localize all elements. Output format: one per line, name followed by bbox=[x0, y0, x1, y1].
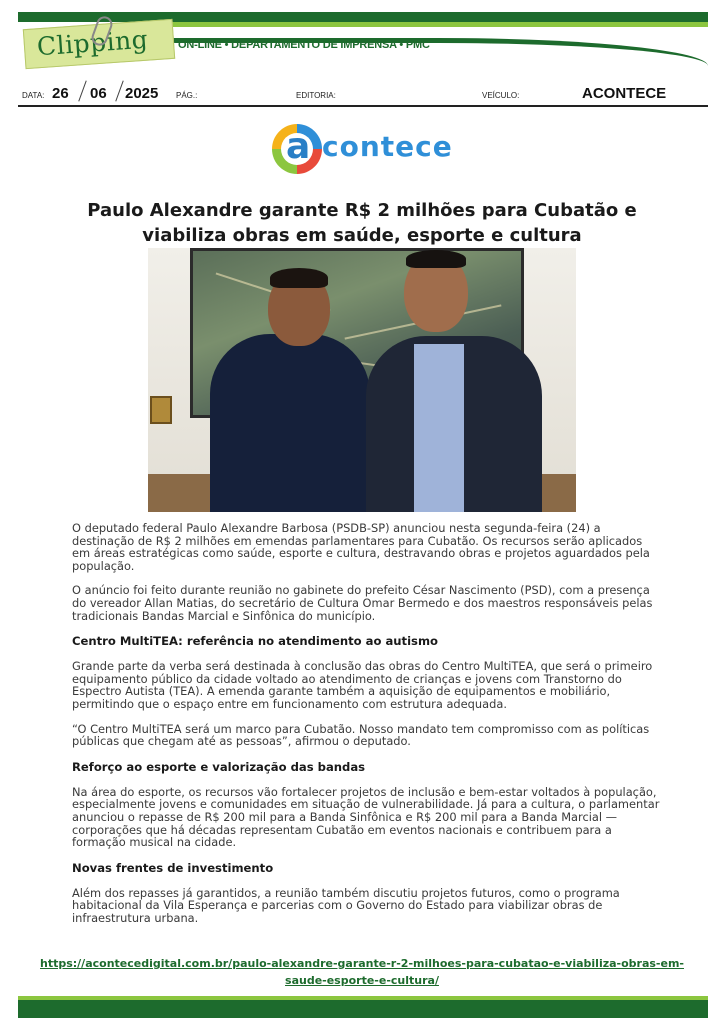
vehicle-name: ACONTECE bbox=[582, 85, 667, 102]
person-left bbox=[210, 334, 370, 512]
date-separator bbox=[115, 80, 123, 101]
paragraph: O deputado federal Paulo Alexandre Barbosa (PSDB-SP) anunciou nesta segunda-feira (24) a destinação de R$ 2 milhões em emendas parlamentares para Cubatão. Os recursos serão aplicados em áreas estratégicas como saúde, esporte e cultura, destravando obras e projetos aguardados pela população. bbox=[72, 521, 650, 573]
date-separator bbox=[78, 80, 86, 101]
acontece-logo bbox=[272, 124, 462, 174]
paragraph: O anúncio foi feito durante reunião no gabinete do prefeito César Nascimento (PSD), com a presença do vereador Allan Matias, do secretário de Cultura Omar Bermedo e dos maestros responsáveis pelas tradicionais Bandas Marcial e Sinfônica do município. bbox=[72, 583, 653, 623]
page-label: PÁG.: bbox=[176, 91, 198, 100]
section-heading: Reforço ao esporte e valorização das bandas bbox=[72, 759, 366, 774]
section-label: EDITORIA: bbox=[296, 91, 336, 100]
paragraph: Grande parte da verba será destinada à conclusão das obras do Centro MultiTEA, que será o primeiro equipamento público da cidade voltado ao atendimento de crianças e jovens com Transtorno do Espectro Autista (TEA). A emenda garante também a aquisição de equipamentos e mobiliário, permitindo que o espaço entre em funcionamento com estrutura adequada. bbox=[72, 659, 653, 711]
article-body bbox=[72, 522, 662, 936]
logo-letter: a bbox=[286, 126, 311, 167]
paragraph: “O Centro MultiTEA será um marco para Cubatão. Nosso mandato tem compromisso com as políticas públicas que chegam até as pessoas”, afirmou o deputado. bbox=[72, 721, 650, 749]
paragraph: Além dos repasses já garantidos, a reunião também discutiu projetos futuros, como o programa habitacional da Vila Esperança e parcerias com o Governo do Estado para viabilizar obras de infraestrutura urbana. bbox=[72, 885, 620, 925]
clipping-label: Clipping bbox=[36, 24, 150, 62]
header-stripe-dark bbox=[18, 12, 708, 22]
vehicle-label: VEÍCULO: bbox=[482, 91, 520, 100]
section-heading: Novas frentes de investimento bbox=[72, 860, 274, 875]
article-photo bbox=[148, 248, 576, 512]
section-heading: Centro MultiTEA: referência no atendimento ao autismo bbox=[72, 634, 439, 649]
date-year: 2025 bbox=[125, 85, 159, 102]
source-link[interactable]: https://acontecedigital.com.br/paulo-alexandre-garante-r-2-milhoes-para-cubatao-e-viabiliza-obras-em-saude-esporte-e-cultura/ bbox=[40, 957, 684, 987]
paragraph: Na área do esporte, os recursos vão fortalecer projetos de inclusão e bem-estar voltados à população, especialmente jovens e comunidades em situação de vulnerabilidade. Já para a cultura, o parlamentar anunciou o repasse de R$ 200 mil para a Banda Sinfônica e R$ 200 mil para a Banda Marcial — corporações que há décadas representam Cubatão em eventos nacionais e contribuem para a formação musical na cidade. bbox=[72, 784, 660, 850]
logo-wordmark: contece bbox=[322, 130, 453, 163]
meta-row bbox=[22, 80, 712, 106]
header-tagline: ON-LINE • DEPARTAMENTO DE IMPRENSA • PMC bbox=[178, 39, 430, 51]
meta-divider bbox=[18, 105, 708, 107]
wall-frame bbox=[150, 396, 172, 424]
date-label: DATA: bbox=[22, 91, 45, 100]
date-day: 26 bbox=[52, 85, 69, 102]
date-month: 06 bbox=[90, 85, 107, 102]
header-stripe-light bbox=[138, 22, 708, 27]
article-headline: Paulo Alexandre garante R$ 2 milhões para Cubatão e viabiliza obras em saúde, esporte e cultura bbox=[87, 200, 637, 246]
footer-stripe-dark bbox=[18, 1000, 708, 1018]
